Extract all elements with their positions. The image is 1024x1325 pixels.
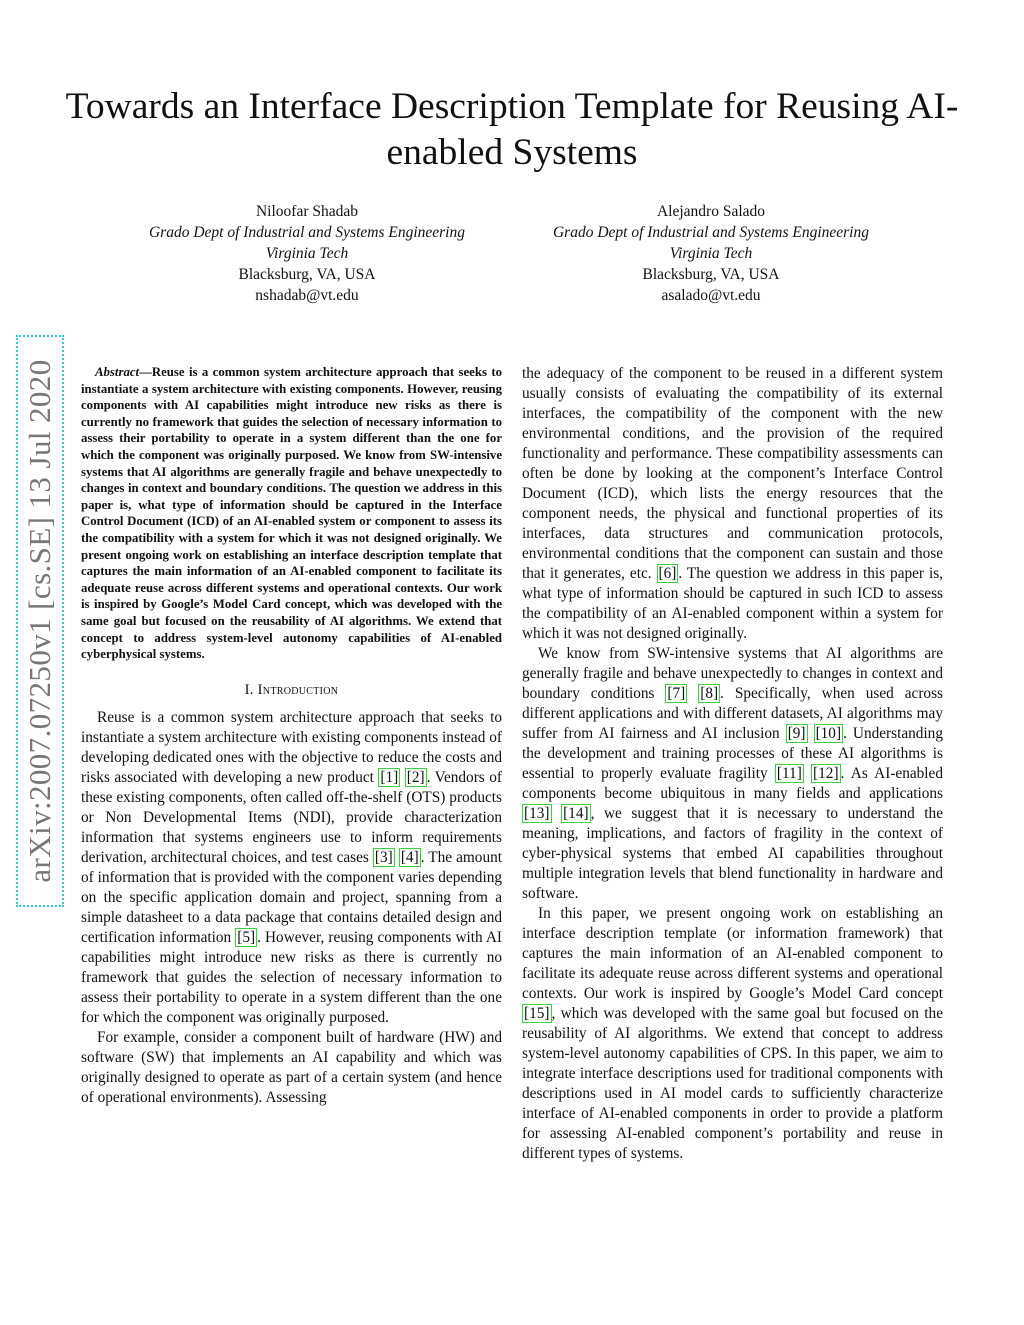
citation-link[interactable]: [13]: [524, 805, 550, 822]
arxiv-id: arXiv:2007.07250v1 [cs.SE] 13 Jul 2020: [22, 359, 57, 883]
left-column: [81, 364, 502, 1108]
section-title: Introduction: [257, 681, 339, 698]
citation-link[interactable]: [6]: [658, 565, 677, 582]
author-name: Niloofar Shadab: [255, 203, 358, 220]
author-location: Blacksburg, VA, USA: [238, 266, 376, 283]
citation-link[interactable]: [10]: [815, 725, 842, 742]
author-email: nshadab@vt.edu: [255, 287, 359, 304]
citation-link[interactable]: [8]: [700, 685, 719, 702]
author-institution: Virginia Tech: [265, 245, 349, 262]
author-block-1: [97, 201, 517, 306]
citation-link[interactable]: [12]: [813, 765, 839, 782]
paragraph-text: . Understanding the development and training processes of these AI algorithms is essential to properly evaluate fragility: [522, 725, 943, 782]
author-location: Blacksburg, VA, USA: [642, 266, 780, 283]
paper-title: Towards an Interface Description Template for Reusing AI-enabled Systems: [65, 86, 959, 173]
citation-link[interactable]: [1]: [380, 768, 399, 786]
author-name: Alejandro Salado: [656, 203, 766, 220]
paragraph-text: the adequacy of the component to be reused in a different system usually consists of evaluating the compatibility of its external interfaces, the compatibility of the component with the new environmental conditions, and the provision of the required functionality and performance. These compatibility assessments can often be done by looking at the component’s Interface Control Document (ICD), which lists the energy resources that the component needs, the physical and functional properties of its interfaces, data structures and communication protocols, environmental conditions that the component can sustain and those that it generates, etc.: [522, 365, 943, 582]
section-numeral: I.: [244, 681, 254, 698]
author-block-2: [501, 201, 921, 306]
paragraph: [522, 364, 943, 644]
paragraph-text: We know from SW-intensive systems that AI algorithms are generally fragile and behave unexpectedly to changes in context and boundary conditions: [522, 645, 943, 702]
citation-link[interactable]: [5]: [237, 928, 256, 946]
paragraph-text: In this paper, we present ongoing work on establishing an interface description template (or information framework) that captures the main information of an AI-enabled component to facilitate its adequate reuse across different systems and operational contexts. Our work is inspired by Google’s Model Card concept: [522, 905, 943, 1002]
paragraph-text: . Specifically, when used across different applications and with different datasets, AI algorithms may suffer from AI fairness and AI inclusion: [522, 685, 943, 742]
author-institution: Virginia Tech: [669, 245, 753, 262]
right-column: [522, 364, 943, 1164]
citation-link[interactable]: [3]: [374, 848, 393, 866]
section-heading: [81, 682, 502, 699]
author-affiliation: Grado Dept of Industrial and Systems Engineering: [552, 224, 869, 241]
author-affiliation: Grado Dept of Industrial and Systems Engineering: [148, 224, 465, 241]
citation-link[interactable]: [11]: [776, 765, 802, 782]
paragraph-text: , we suggest that it is necessary to understand the meaning, implications, and factors of fragility in the context of cyber-physical systems that embed AI capabilities throughout multiple integration levels that blend functionality in hardware and software.: [522, 805, 943, 902]
paragraph: [522, 644, 943, 904]
paragraph-text: . However, reusing components with AI capabilities might introduce new risks as there is currently no framework that guides the selection of necessary information to assess their portability to operate in a system different than the one for which the component was originally purposed.: [81, 928, 503, 1026]
paragraph-text: Reuse is a common system architecture approach that seeks to instantiate a system architecture with existing components instead of developing dedicated ones with the objective to reduce the costs and risks associated with developing a new product: [81, 708, 502, 786]
citation-link[interactable]: [14]: [563, 805, 589, 822]
author-email: asalado@vt.edu: [661, 287, 761, 304]
paragraph-text: , which was developed with the same goal but focused on the reusability of AI algorithms. We extend that concept to address system-level autonomy capabilities of CPS. In this paper, we aim to integrate interface descriptions used for traditional components with descriptions used in AI model cards to sufficiently characterize interface of AI-enabled components in order to provide a platform for assessing AI-enabled component’s portability and reuse in different types of systems.: [522, 1005, 943, 1162]
abstract-label: Abstract: [95, 365, 140, 379]
citation-link[interactable]: [15]: [524, 1005, 550, 1022]
paragraph-text: . The amount of information that is provided with the component varies depending on the specific application domain and project, spanning from a simple datasheet to a data package that contains detailed design and certification information: [81, 848, 502, 946]
citation-link[interactable]: [2]: [406, 768, 425, 786]
paragraph-text: . As AI-enabled components become ubiquitous in many fields and applications: [522, 765, 943, 802]
paragraph: [81, 708, 502, 1028]
paragraph-text: . Vendors of these existing components, often called off-the-shelf (OTS) products or Non Developmental Items (NDI), provide characterization information that systems engineers use to inform requirements derivation, architectural choices, and test cases: [81, 768, 502, 866]
citation-link[interactable]: [4]: [400, 848, 419, 866]
paragraph: [522, 904, 943, 1164]
abstract: [81, 364, 502, 663]
paragraph: For example, consider a component built of hardware (HW) and software (SW) that implements an AI capability and which was originally designed to operate as part of a certain system (and hence of operational environments). Assessing: [81, 1028, 502, 1106]
citation-link[interactable]: [9]: [787, 725, 806, 742]
paragraph-text: . The question we address in this paper is, what type of information should be captured in such ICD to assess the compatibility of an AI-enabled component within a system for which it was not designed originally.: [522, 565, 944, 642]
citation-link[interactable]: [7]: [667, 685, 686, 702]
abstract-text: —Reuse is a common system architecture approach that seeks to instantiate a system architecture with existing components. However, reusing components with AI capabilities might introduce new risks as there is currently no framework that guides the selection of necessary information to assess their portability to operate in a system different than the one for which the component was originally purposed. We know from SW-intensive systems that AI algorithms are generally fragile and behave unexpectedly to changes in context and boundary conditions. The question we address in this paper is, what type of information should be captured in the Interface Control Document (ICD) of an AI-enabled system or component to assess its the compatibility with a system for which it was not designed originally. We present ongoing work on establishing an interface description template that captures the main information of an AI-enabled component to facilitate its adequate reuse across different systems and operational contexts. Our work is inspired by Google’s Model Card concept, which was developed with the same goal but focused on the reusability of AI algorithms. We extend that concept to address system-level autonomy capabilities of AI-enabled cyberphysical systems.: [81, 365, 502, 662]
